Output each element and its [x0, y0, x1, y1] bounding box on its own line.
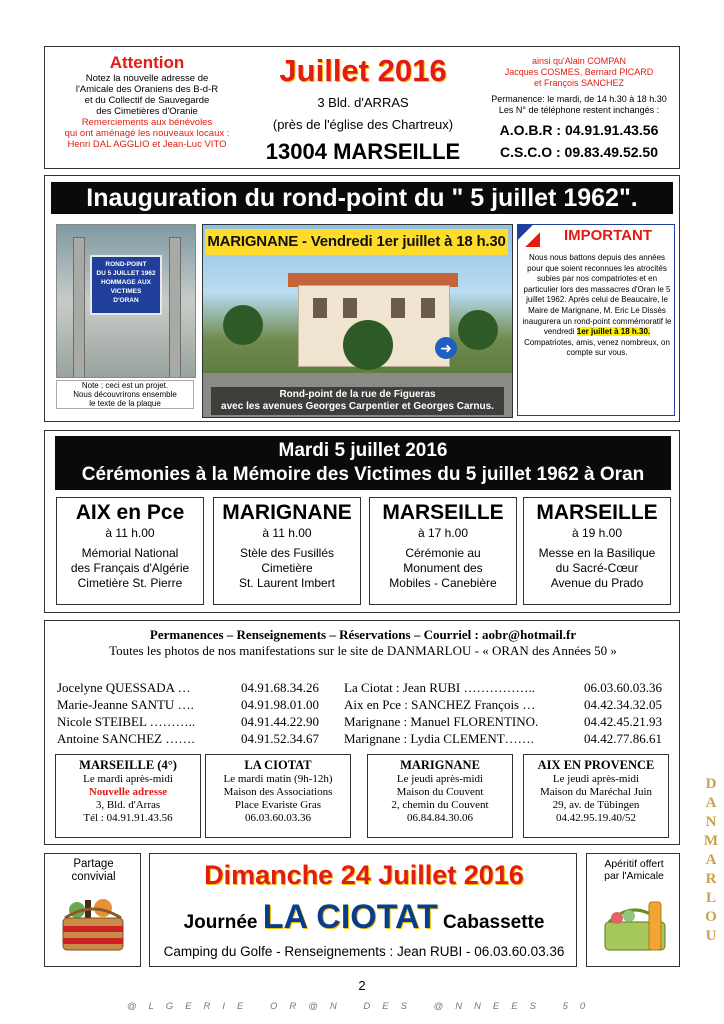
ceremony-place — [370, 546, 516, 591]
contact-name: Antoine SANCHEZ ……. — [57, 731, 195, 746]
caption-line: avec les avenues Georges Carpentier et Georges Carnus. — [221, 401, 494, 412]
place-line: du Sacré-Cœur — [555, 561, 639, 575]
caption-line: le texte de la plaque — [89, 399, 161, 408]
place-line: Cimetière — [261, 561, 313, 575]
picnic-basket-icon — [59, 896, 127, 954]
office-line: Place Evariste Gras — [234, 799, 322, 811]
header-attention — [48, 47, 246, 150]
office-card — [205, 754, 351, 838]
office-title: MARIGNANE — [400, 758, 480, 772]
sign-post — [169, 237, 181, 378]
ceremony-card — [56, 497, 204, 605]
contact-name: Marie-Jeanne SANTU …. — [57, 697, 194, 712]
info-line: Les N° de téléphone restent inchangés : — [498, 105, 660, 115]
attention-line: et du Collectif de Sauvegarde — [84, 95, 210, 106]
contact-phone: 04.42.77.86.61 — [584, 731, 662, 746]
attention-title: Attention — [109, 53, 185, 72]
place-line: Stèle des Fusillés — [239, 546, 335, 560]
ceremony-city: AIX en Pce — [75, 501, 185, 524]
place-line: des Français d'Algérie — [70, 561, 190, 575]
important-body: Nous nous battons depuis des années pour que soient reconnues les atrocités subies par nos compatriotes et en particulier lors des massacres d'Oran le 5 juillet 1962. Après celui de Beaucaire, le Maire de Marignane, M. Eric Le Dissès inaugurera un rond-point commémoratif le vendredi — [522, 253, 672, 337]
ceremony-card — [523, 497, 671, 605]
inauguration-title: Inauguration du rond-point du " 5 juillet 1962". — [51, 182, 673, 214]
arrow-sign-icon: ➜ — [435, 337, 457, 359]
aperitif-label — [587, 858, 681, 882]
contact-phone: 04.42.45.21.93 — [584, 714, 662, 729]
event-date: Dimanche 24 Juillet 2016 — [204, 860, 524, 890]
ceremony-time: à 11 h.00 — [262, 526, 312, 540]
office-line: Maison du Maréchal Juin — [539, 786, 653, 798]
street-sign-plate — [90, 255, 162, 315]
window — [313, 298, 327, 318]
event-caption — [211, 387, 504, 415]
contact-name: Nicole STEIBEL ……….. — [57, 714, 196, 729]
caption-line: Note : ceci est un projet. — [81, 381, 169, 390]
thanks-line: Henri DAL AGGLIO et Jean-Luc VITO — [67, 139, 227, 150]
header-center — [251, 47, 475, 165]
inauguration-section — [44, 175, 680, 422]
window — [391, 298, 405, 318]
tree — [223, 305, 263, 345]
names-line: et François SANCHEZ — [533, 78, 625, 88]
permanences-heading: Permanences – Renseignements – Réservations – Courriel : aobr@hotmail.fr — [149, 627, 577, 642]
journee-word: Journée — [183, 912, 258, 933]
office-line: 29, av. de Tübingen — [552, 799, 640, 811]
office-title: LA CIOTAT — [244, 758, 312, 772]
page-footer: @LGERIE OR@N DES @NNEES 50 — [126, 1001, 598, 1012]
office-title: AIX EN PROVENCE — [537, 758, 655, 772]
office-line: Maison du Couvent — [396, 786, 484, 798]
office-line: Le mardi matin (9h-12h) — [223, 773, 333, 785]
thanks-line: Remerciements aux bénévoles — [81, 117, 213, 128]
contacts-left-phones — [241, 679, 319, 747]
phone-csco: C.S.C.O : 09.83.49.52.50 — [500, 144, 658, 160]
important-highlight: 1er juillet à 18 h.30. — [576, 327, 651, 337]
ceremony-time: à 11 h.00 — [105, 526, 155, 540]
important-end: Compatriotes, amis, venez nombreux, on compte sur vous. — [524, 337, 670, 358]
place-line: St. Laurent Imbert — [238, 576, 336, 590]
attention-line: Notez la nouvelle adresse de — [85, 73, 209, 84]
contacts-right-phones — [584, 679, 662, 747]
office-card — [55, 754, 201, 838]
month-title: Juillet 2016 — [279, 53, 447, 88]
tree — [343, 320, 393, 370]
window — [343, 298, 357, 318]
ceremony-card — [213, 497, 361, 605]
sign-line: DU 5 JUILLET 1962 — [96, 270, 156, 277]
label-line: Apéritif offert — [604, 858, 664, 870]
place-line: Mobiles - Canebière — [389, 576, 497, 590]
contact-name: Jocelyne QUESSADA … — [57, 680, 191, 695]
important-box — [517, 224, 675, 416]
contact-name: Marignane : Manuel FLORENTINO. — [344, 714, 539, 729]
ceremonies-section — [44, 430, 680, 613]
address-line: 3 Bld. d'ARRAS — [317, 95, 409, 110]
names-line: Jacques COSMES, Bernard PICARD — [504, 67, 654, 77]
place-line: Monument des — [403, 561, 483, 575]
sign-photo — [56, 224, 196, 378]
ceremony-city: MARSEILLE — [536, 501, 658, 524]
contact-phone: 04.42.34.32.05 — [584, 697, 662, 712]
ceremony-place — [57, 546, 203, 591]
side-watermark — [702, 775, 720, 946]
tree — [458, 310, 498, 350]
contacts-left-names — [57, 679, 195, 747]
ceremonies-date: Mardi 5 juillet 2016 — [278, 440, 448, 461]
ceremony-card — [369, 497, 517, 605]
sign-post — [73, 237, 85, 378]
caption-line: Nous découvrirons ensemble — [73, 390, 177, 399]
contact-name: La Ciotat : Jean RUBI …………….. — [344, 680, 536, 695]
event-place: LA CIOTAT — [262, 898, 438, 936]
contact-name: Marignane : Lydia CLEMENT……. — [344, 731, 534, 746]
sign-caption — [56, 380, 194, 409]
place-line: Avenue du Prado — [550, 576, 644, 590]
contacts-right-names — [344, 679, 538, 747]
important-text — [522, 253, 672, 359]
ceremony-time: à 17 h.00 — [417, 526, 469, 540]
place-line: Cérémonie au — [405, 546, 481, 560]
event-title-line — [150, 895, 578, 945]
ceremonies-subtitle: Cérémonies à la Mémoire des Victimes du 5 juillet 1962 à Oran — [81, 464, 645, 485]
contact-phone: 04.91.68.34.26 — [241, 680, 319, 695]
page-number: 2 — [358, 978, 366, 993]
office-line: 3, Bld. d'Arras — [95, 799, 161, 811]
dimanche-box — [149, 853, 577, 967]
header-contacts — [479, 47, 679, 163]
label-line: par l'Amicale — [604, 870, 664, 882]
side-text: D A N M A R L O U — [703, 776, 719, 944]
attention-line: des Cimetières d'Oranie — [96, 106, 198, 117]
office-line: Le jeudi après-midi — [552, 773, 640, 785]
ceremony-time: à 19 h.00 — [571, 526, 623, 540]
office-card — [367, 754, 513, 838]
office-line: Maison des Associations — [223, 786, 333, 798]
phone-aobr: A.O.B.R : 04.91.91.43.56 — [499, 122, 659, 138]
office-line: Le mardi après-midi — [83, 773, 173, 785]
ceremony-city: MARIGNANE — [222, 501, 352, 524]
french-flag-icon — [518, 225, 540, 247]
office-line: Le jeudi après-midi — [396, 773, 484, 785]
partage-box — [44, 853, 141, 967]
photos-line: Toutes les photos de nos manifestations sur le site de DANMARLOU - « ORAN des Années 50 » — [109, 643, 617, 658]
thanks-line: qui ont aménagé les nouveaux locaux : — [64, 128, 230, 139]
ceremony-city: MARSEILLE — [382, 501, 504, 524]
office-line: 04.42.95.19.40/52 — [555, 812, 637, 824]
label-line: convivial — [71, 871, 116, 883]
sign-line: ROND-POINT — [105, 261, 147, 268]
permanences-section — [44, 620, 680, 845]
info-line: Permanence: le mardi, de 14 h.30 à 18 h.30 — [491, 94, 667, 104]
important-title: IMPORTANT — [563, 227, 653, 244]
partage-label — [45, 858, 142, 884]
cabassette-word: Cabassette — [443, 912, 545, 933]
place-line: Messe en la Basilique — [538, 546, 656, 560]
contact-phone: 04.91.52.34.67 — [241, 731, 319, 746]
address-line: (près de l'église des Chartreux) — [272, 117, 454, 132]
event-banner: MARIGNANE - Vendredi 1er juillet à 18 h.30 — [205, 229, 508, 255]
ceremony-place — [214, 546, 360, 591]
caption-line: Rond-point de la rue de Figueras — [279, 389, 436, 400]
event-photo — [202, 224, 513, 418]
contact-phone: 06.03.60.03.36 — [584, 680, 662, 695]
city-line: 13004 MARSEILLE — [265, 139, 461, 164]
ceremonies-title — [55, 436, 671, 490]
names-line: ainsi qu'Alain COMPAN — [531, 56, 627, 66]
header-box — [44, 46, 680, 169]
place-line: Cimetière St. Pierre — [77, 576, 183, 590]
office-line: 06.03.60.03.36 — [245, 812, 311, 824]
office-title: MARSEILLE (4°) — [79, 758, 177, 772]
contact-phone: 04.91.44.22.90 — [241, 714, 319, 729]
office-card — [523, 754, 669, 838]
office-line: Tél : 04.91.91.43.56 — [83, 812, 173, 824]
contact-name: Aix en Pce : SANCHEZ François … — [344, 697, 536, 712]
event-info: Camping du Golfe - Renseignements : Jean RUBI - 06.03.60.03.36 — [163, 944, 565, 959]
office-highlight: Nouvelle adresse — [88, 786, 168, 798]
contact-phone: 04.91.98.01.00 — [241, 697, 319, 712]
office-line: 2, chemin du Couvent — [391, 799, 489, 811]
sign-line: HOMMAGE AUX VICTIMES — [101, 279, 151, 295]
aperitif-box — [586, 853, 680, 967]
aperitif-basket-icon — [599, 892, 671, 958]
sign-line: D'ORAN — [113, 297, 139, 304]
attention-line: l'Amicale des Oraniens des B-d-R — [75, 84, 219, 95]
label-line: Partage — [73, 858, 114, 870]
office-line: 06.84.84.30.06 — [407, 812, 473, 824]
ceremony-place — [524, 546, 670, 591]
window — [421, 298, 435, 318]
place-line: Mémorial National — [81, 546, 179, 560]
